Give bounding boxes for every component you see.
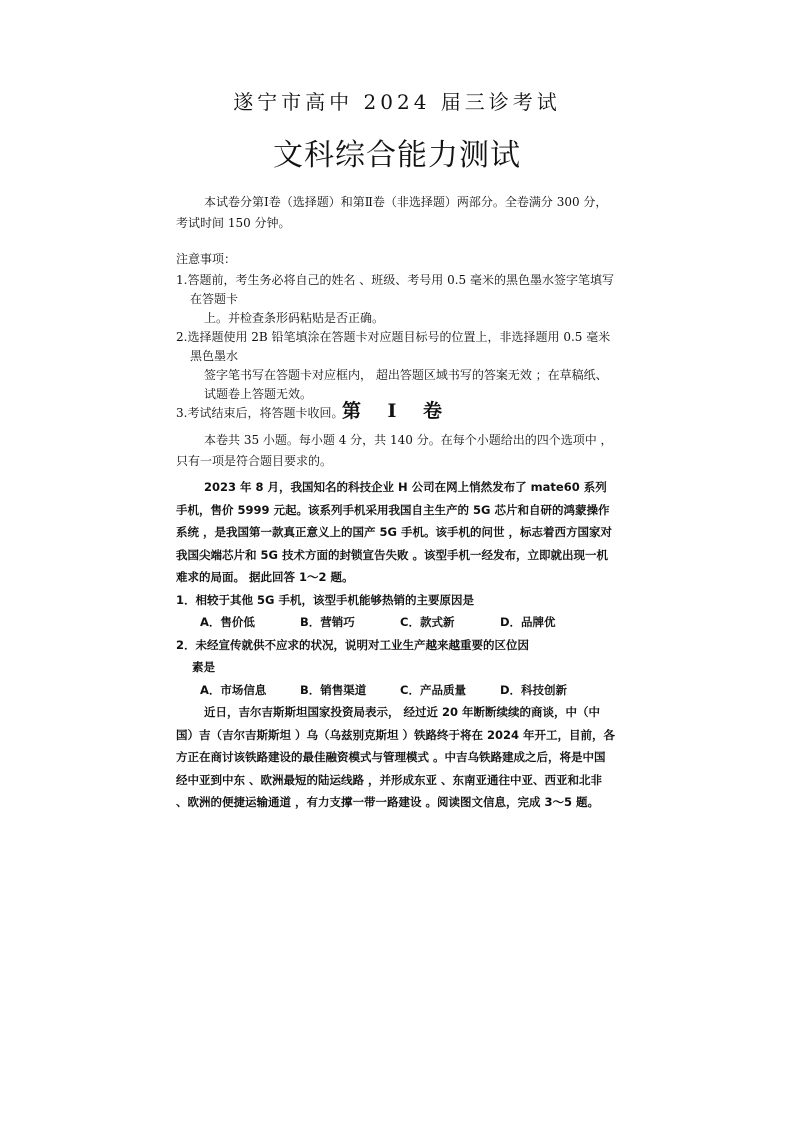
- question-2: [176, 634, 616, 702]
- note-item: [176, 328, 616, 404]
- notes-heading: 注意事项：: [176, 252, 237, 266]
- subject-title: 文科综合能力测试: [273, 138, 521, 173]
- option-d: D．品牌优: [500, 615, 556, 629]
- question-1-options: [176, 611, 616, 634]
- note-text-cont: 上。并检查条形码粘贴是否正确。: [204, 311, 385, 325]
- question-1-stem: 1．相较于其他 5G 手机，该型手机能够热销的主要原因是: [176, 592, 474, 607]
- note-number: 1.: [176, 273, 188, 287]
- question-2-stem-cont: 素是: [192, 660, 215, 674]
- note-item: [176, 271, 616, 328]
- question-2-options: [176, 679, 616, 702]
- volume-intro: 本卷共 35 小题。每小题 4 分，共 140 分。在每个小题给出的四个选项中 ，只有一项是符合题目要求的。: [176, 433, 613, 468]
- note-text: 考试结束后，将答题卡收回。: [187, 406, 344, 420]
- note-number: 2.: [176, 330, 188, 344]
- option-c: C．产品质量: [400, 682, 466, 697]
- option-a: A．市场信息: [200, 682, 267, 697]
- material-passage-1: 2023 年 8 月，我国知名的科技企业 H 公司在网上悄然发布了 mate60 系列手机，售价 5999 元起。该系列手机采用我国自主生产的 5G 芯片和自研的鸿蒙操作系统 ，是我国第一款真正意义上的国产 5G 手机。该手机的问世 ，标志着西方国家对我国尖端芯片和 5G 技术方面的封锁宣告失败 。该型手机一经发布，立即就出现一机难求的局面。 据此回答 1～2 题。: [176, 480, 612, 584]
- question-2-stem: 2．未经宣传就供不应求的状况，说明对工业生产越来越重要的区位因: [176, 637, 529, 652]
- option-c: C．款式新: [400, 615, 455, 629]
- note-number: 3.: [176, 406, 188, 420]
- option-b: B．销售渠道: [300, 682, 367, 697]
- note-text-cont: 签字笔书写在答题卡对应框内， 超出答题区域书写的答案无效 ；在草稿纸、试题卷上答题无效。: [204, 368, 608, 401]
- option-d: D．科技创新: [500, 682, 568, 697]
- question-1: [176, 589, 616, 634]
- volume-title: 第 Ⅰ 卷: [341, 400, 453, 422]
- exam-intro: 本试卷分第Ⅰ卷（选择题）和第Ⅱ卷（非选择题）两部分。全卷满分 300 分，考试时间 150 分钟。: [176, 195, 608, 230]
- option-a: A．售价低: [200, 615, 255, 629]
- exam-title: 遂宁市高中 2024 届三诊考试: [233, 90, 561, 114]
- material-passage-2: 近日，吉尔吉斯斯坦国家投资局表示， 经过近 20 年断断续续的商谈，中（中国）吉（吉尔吉斯斯坦 ）乌（乌兹别克斯坦 ）铁路终于将在 2024 年开工，目前，各方正在商讨该铁路建设的最佳融资模式与管理模式 。中吉乌铁路建成之后，将是中国经中亚到中东 、欧洲最短的陆运线路 ，并形成东亚 、东南亚通往中亚、西亚和北非 、欧洲的便捷运输通道 ，有力支撑一带一路建设 。阅读图文信息，完成 3～5 题。: [176, 705, 616, 809]
- note-text: 答题前，考生务必将自己的姓名 、班级、考号用 0.5 毫米的黑色墨水签字笔填写在答题卡: [187, 273, 614, 306]
- note-text: 选择题使用 2B 铅笔填涂在答题卡对应题目标号的位置上，非选择题用 0.5 毫米黑色墨水: [187, 330, 611, 363]
- option-b: B．营销巧: [300, 615, 355, 629]
- question-group: [176, 476, 616, 814]
